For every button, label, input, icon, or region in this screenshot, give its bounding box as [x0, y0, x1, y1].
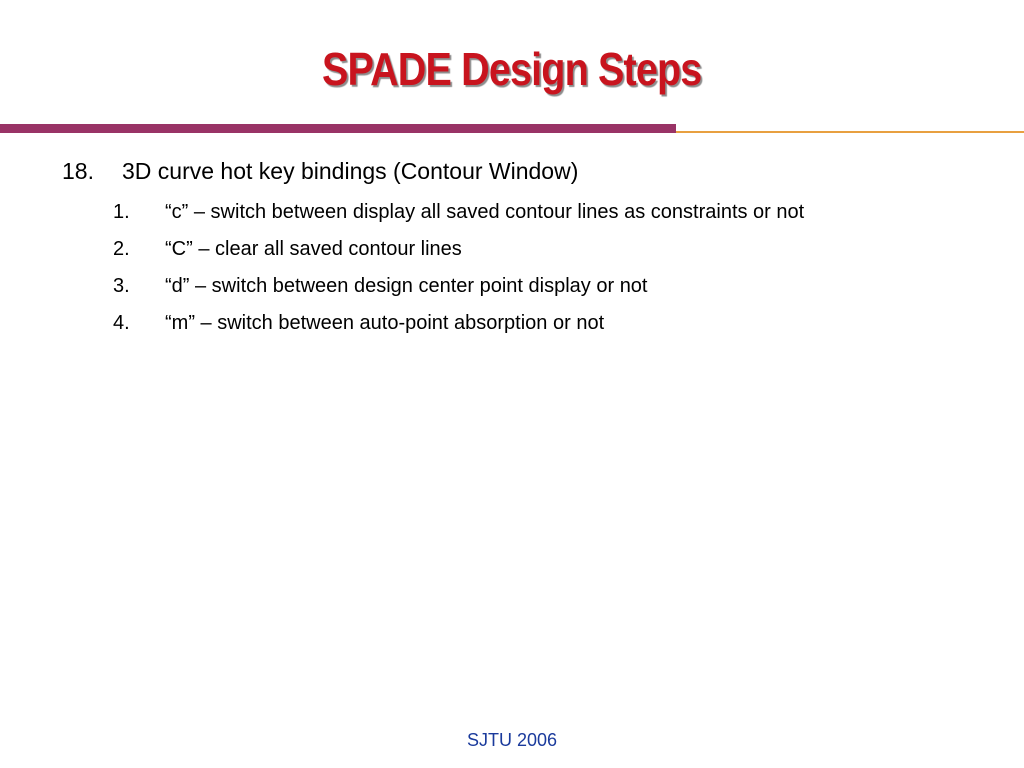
sub-list-item-text: “C” – clear all saved contour lines: [165, 238, 462, 260]
sub-list-item-text: “c” – switch between display all saved contour lines as constraints or not: [165, 201, 805, 223]
sub-list: [113, 198, 963, 346]
sub-list-item-text: “d” – switch between design center point display or not: [165, 275, 648, 297]
sub-list-item-number: 4.: [113, 312, 130, 334]
sub-list-item-number: 1.: [113, 201, 130, 223]
title-divider-accent-line: [676, 131, 1024, 133]
title-divider-bar: [0, 124, 676, 133]
slide-footer: SJTU 2006: [466, 730, 558, 750]
list-item-main: [62, 156, 578, 186]
sub-list-item-text: “m” – switch between auto-point absorption or not: [165, 312, 605, 334]
list-item-number: 18.: [62, 158, 94, 184]
sub-list-item: [113, 235, 963, 263]
sub-list-item-number: 3.: [113, 275, 130, 297]
list-item-text: 3D curve hot key bindings (Contour Window): [122, 158, 579, 184]
sub-list-item: [113, 272, 963, 300]
sub-list-item: [113, 198, 963, 226]
sub-list-item-number: 2.: [113, 238, 130, 260]
sub-list-item: [113, 309, 963, 337]
slide-title: SPADE Design Steps: [321, 43, 702, 95]
